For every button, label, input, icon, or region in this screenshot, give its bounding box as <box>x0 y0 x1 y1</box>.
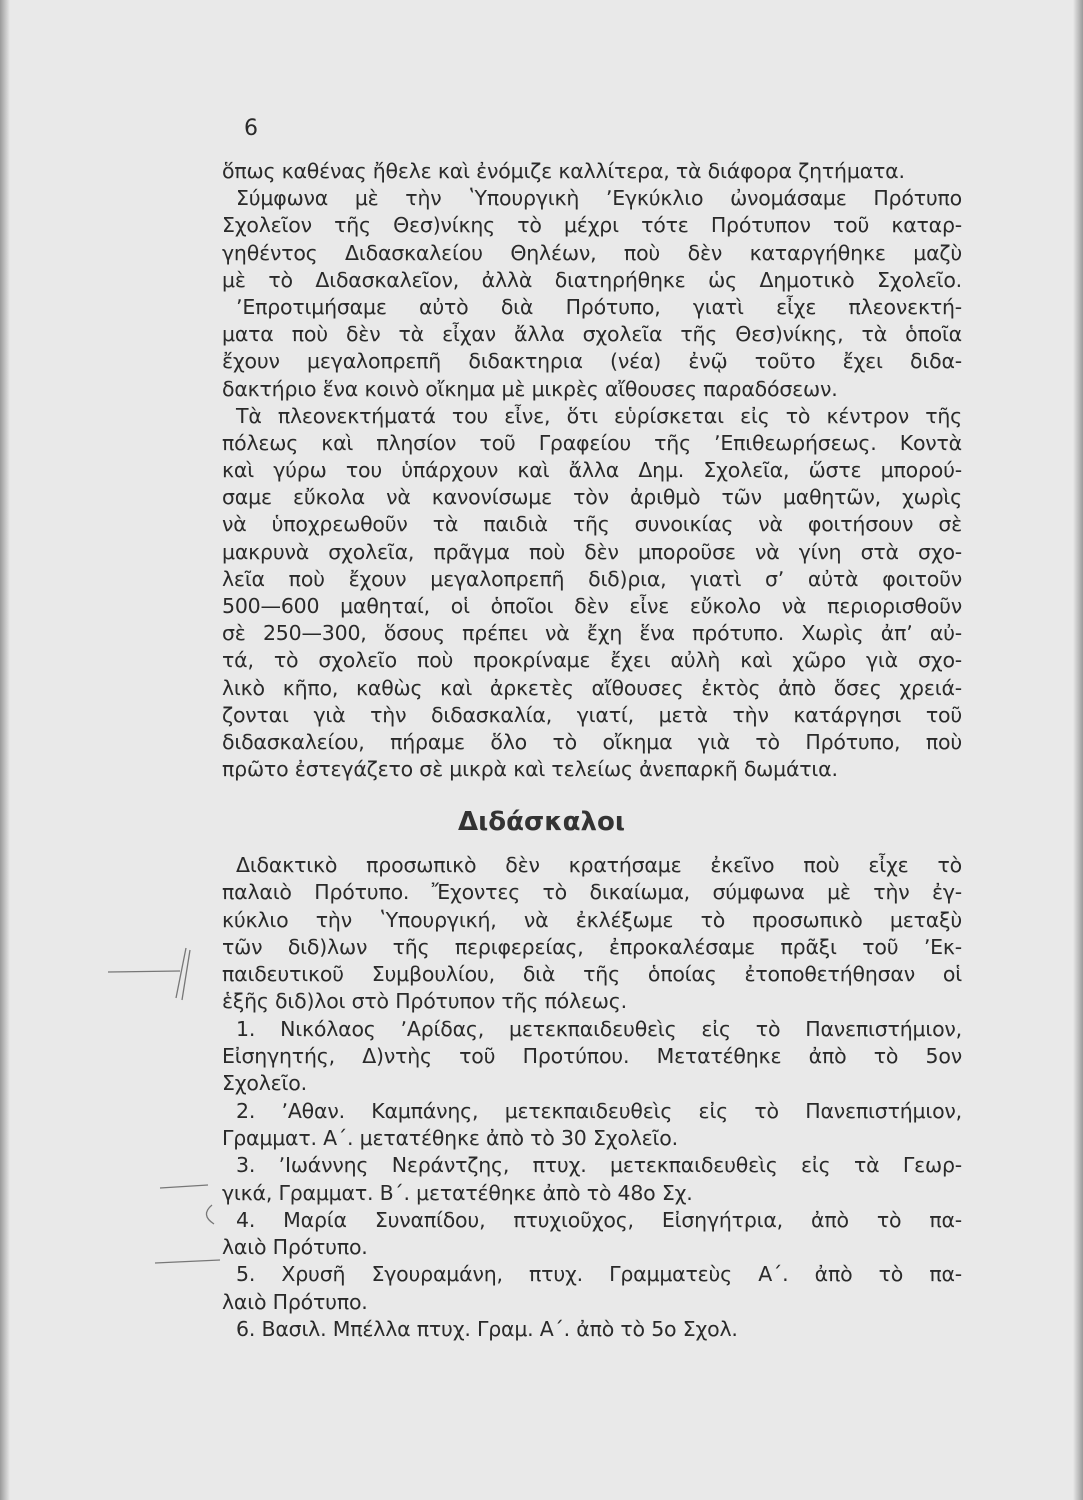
text-line: διδασκαλείου, πήραμε ὅλο τὸ οἴκημα γιὰ τὸ Πρότυπο, ποὺ <box>222 729 962 754</box>
text-line: παιδευτικοῦ Συμβουλίου, διὰ τῆς ὁποίας ἐτοποθετήθησαν οἱ <box>222 962 962 987</box>
text-line: τῶν διδ)λων τῆς περιφερείας, ἐπροκαλέσαμε πρᾶξι τοῦ ʼΕκ- <box>222 934 962 959</box>
text-line: καὶ γύρω του ὑπάρχουν καὶ ἄλλα Δημ. Σχολεῖα, ὥστε μπορού- <box>222 458 962 483</box>
text-line: 500—600 μαθηταί, οἱ ὁποῖοι δὲν εἶνε εὔκολο νὰ περιορισθοῦν <box>222 594 962 618</box>
pencil-line-2 <box>160 1185 208 1188</box>
text-line: μακρυνὰ σχολεῖα, πρᾶγμα ποὺ δὲν μποροῦσε νὰ γίνη στὰ σχο- <box>222 539 962 564</box>
text-line: ζονται γιὰ τὴν διδασκαλία, γιατί, μετὰ τὴν κατάργησι τοῦ <box>222 702 962 727</box>
pencil-bracket-2 <box>206 1205 214 1224</box>
text-line: Γραμματ. Α΄. μετατέθηκε ἀπὸ τὸ 30 Σχολεῖο. <box>222 1125 678 1150</box>
text-line: Σχολεῖον τῆς Θεσ)νίκης τὸ μέχρι τότε Πρότυπον τοῦ καταρ- <box>222 213 962 238</box>
text-line: Διδακτικὸ προσωπικὸ δὲν κρατήσαμε ἐκεῖνο ποὺ εἶχε τὸ <box>236 853 962 877</box>
text-line: ἑξῆς διδ)λοι στὸ Πρότυπον τῆς πόλεως. <box>222 989 627 1014</box>
text-line: κύκλιο τὴν ʽΥπουργική, νὰ ἐκλέξωμε τὸ προσωπικὸ μεταξὺ <box>222 907 962 932</box>
text-line: λικὸ κῆπο, καθὼς καὶ ἀρκετὲς αἴθουσες ἐκτὸς ἀπὸ ὅσες χρειά- <box>222 675 962 700</box>
text-line: μὲ τὸ Διδασκαλεῖον, ἀλλὰ διατηρήθηκε ὡς Δημοτικὸ Σχολεῖο. <box>222 267 962 292</box>
text-line: γηθέντος Διδασκαλείου Θηλέων, ποὺ δὲν καταργήθηκε μαζὺ <box>222 240 962 265</box>
pencil-bracket-1 <box>176 948 190 1000</box>
text-line: δακτήριο ἕνα κοινὸ οἴκημα μὲ μικρὲς αἴθουσες παραδόσεων. <box>222 376 838 401</box>
text-line: τά, τὸ σχολεῖο ποὺ προκρίναμε ἔχει αὐλὴ καὶ χῶρο γιὰ σχο- <box>222 648 962 673</box>
text-line: πρῶτο ἐστεγάζετο σὲ μικρὰ καὶ τελείως ἀνεπαρκῆ δωμάτια. <box>222 757 838 782</box>
text-line: Σύμφωνα μὲ τὴν ʽΥπουργικὴ ʼΕγκύκλιο ὠνομάσαμε Πρότυπο <box>236 186 962 211</box>
text-line: 2. ʼΑθαν. Καμπάνης, μετεκπαιδευθεὶς εἰς τὸ Πανεπιστήμιον, <box>236 1098 962 1123</box>
text-line: νὰ ὑποχρεωθοῦν τὰ παιδιὰ τῆς συνοικίας νὰ φοιτήσουν σὲ <box>222 512 962 537</box>
text-line: 4. Μαρία Συναπίδου, πτυχιοῦχος, Εἰσηγήτρια, ἀπὸ τὸ πα- <box>236 1207 962 1232</box>
text-line: γικά, Γραμματ. Β΄. μετατέθηκε ἀπὸ τὸ 48ο Σχ. <box>222 1180 693 1205</box>
text-line: λεῖα ποὺ ἔχουν μεγαλοπρεπῆ διδ)ρια, γιατὶ σʼ αὐτὰ φοιτοῦν <box>222 566 962 591</box>
text-line: 1. Νικόλαος ʼΑρίδας, μετεκπαιδευθεὶς εἰς τὸ Πανεπιστήμιον, <box>236 1016 962 1041</box>
pencil-line-3 <box>155 1260 220 1263</box>
text-line: ʼΕπροτιμήσαμε αὐτὸ διὰ Πρότυπο, γιατὶ εἶχε πλεονεκτή- <box>236 294 962 319</box>
section-heading: Διδάσκαλοι <box>457 807 625 837</box>
text-line: παλαιὸ Πρότυπο. Ἔχοντες τὸ δικαίωμα, σύμφωνα μὲ τὴν ἐγ- <box>222 880 962 905</box>
text-line: Εἰσηγητής, Δ)ντὴς τοῦ Προτύπου. Μετατέθηκε ἀπὸ τὸ 5ον <box>222 1044 962 1069</box>
text-line: 6. Βασιλ. Μπέλλα πτυχ. Γραμ. Α΄. ἀπὸ τὸ 5ο Σχολ. <box>236 1317 738 1342</box>
text-line: λαιὸ Πρότυπο. <box>222 1289 368 1314</box>
text-line: ἔχουν μεγαλοπρεπῆ διδακτηρια (νέα) ἐνῷ τοῦτο ἔχει διδα- <box>222 349 962 374</box>
text-line: Τὰ πλεονεκτήματά του εἶνε, ὅτι εὑρίσκεται εἰς τὸ κέντρον τῆς <box>236 403 962 428</box>
pencil-line-1 <box>108 971 180 972</box>
text-line: 5. Χρυσῆ Σγουραμάνη, πτυχ. Γραμματεὺς Α΄. ἀπὸ τὸ πα- <box>236 1262 962 1287</box>
text-line: σαμε εὔκολα νὰ κανονίσωμε τὸν ἀριθμὸ τῶν μαθητῶν, χωρὶς <box>222 485 962 510</box>
text-line: 3. ʼΙωάννης Νεράντζης, πτυχ. μετεκπαιδευθεὶς εἰς τὰ Γεωρ- <box>236 1153 962 1178</box>
page-number: 6 <box>244 116 258 141</box>
text-line: Σχολεῖο. <box>222 1071 307 1096</box>
text-line: ὅπως καθένας ἤθελε καὶ ἐνόμιζε καλλίτερα, τὰ διάφορα ζητήματα. <box>222 159 905 183</box>
text-line: λαιὸ Πρότυπο. <box>222 1235 368 1260</box>
text-line: ματα ποὺ δὲν τὰ εἶχαν ἄλλα σχολεῖα τῆς Θεσ)νίκης, τὰ ὁποῖα <box>222 322 962 347</box>
text-line: πόλεως καὶ πλησίον τοῦ Γραφείου τῆς ʼΕπιθεωρήσεως. Κοντὰ <box>222 430 962 455</box>
text-line: σὲ 250—300, ὅσους πρέπει νὰ ἔχη ἕνα πρότυπο. Χωρὶς ἀπʼ αὐ- <box>222 621 962 646</box>
